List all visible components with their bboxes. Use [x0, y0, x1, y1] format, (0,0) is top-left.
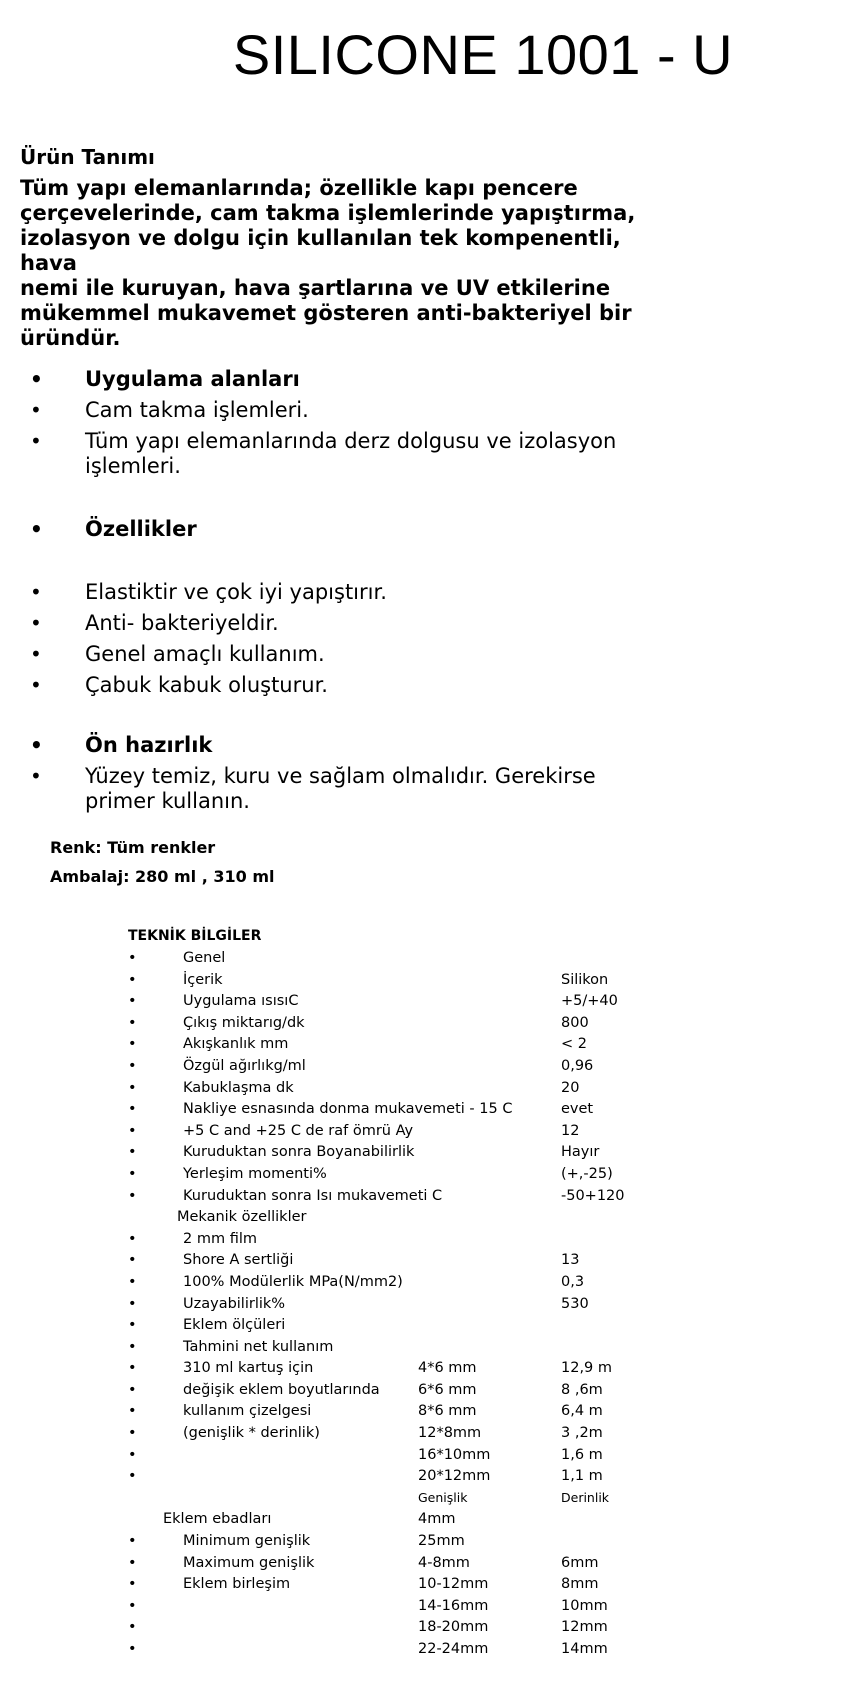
row-label: Eklem ölçüleri	[183, 1317, 286, 1334]
bullet-icon: •	[128, 1273, 137, 1290]
bullet-icon: •	[128, 1317, 137, 1334]
table-row	[128, 972, 768, 994]
row-value: 13	[561, 1252, 580, 1269]
table-row	[128, 1619, 768, 1641]
bullet-icon: •	[30, 580, 42, 604]
row-dimension: 4mm	[418, 1511, 456, 1528]
row-label: Maximum genişlik	[183, 1554, 315, 1571]
row-value: Derinlik	[561, 1489, 610, 1505]
table-row	[128, 1598, 768, 1620]
bullet-icon: •	[128, 1295, 137, 1312]
bullet-icon: •	[128, 1360, 137, 1377]
row-label: Uygulama ısısıC	[183, 993, 299, 1010]
bullet-icon: •	[128, 1014, 137, 1031]
row-dimension: 20*12mm	[418, 1468, 491, 1485]
preparation-list	[30, 733, 670, 820]
table-row	[128, 1080, 768, 1102]
bullet-icon: •	[128, 1619, 137, 1636]
bullet-icon: •	[30, 429, 42, 453]
description-line: izolasyon ve dolgu için kullanılan tek kompenentli, hava	[20, 226, 621, 275]
page-title: SILICONE 1001 - U	[232, 23, 734, 86]
row-value: 20	[561, 1079, 580, 1096]
bullet-icon: •	[30, 764, 42, 788]
row-value: 3 ,2m	[561, 1425, 603, 1442]
color-info: Renk: Tüm renkler	[50, 838, 216, 857]
bullet-icon: •	[128, 1165, 137, 1182]
list-item	[30, 611, 670, 636]
list-item-text: Çabuk kabuk oluşturur.	[85, 673, 328, 697]
list-item-text: Genel amaçlı kullanım.	[85, 642, 325, 666]
bullet-icon: •	[30, 517, 43, 541]
table-row	[128, 1123, 768, 1145]
table-row	[128, 1490, 768, 1512]
row-dimension: 10-12mm	[418, 1576, 489, 1593]
list-item	[30, 642, 670, 667]
row-value: 0,96	[561, 1057, 594, 1074]
table-row	[128, 1317, 768, 1339]
table-row	[128, 1166, 768, 1188]
table-row	[128, 950, 768, 972]
table-row	[128, 1058, 768, 1080]
row-label: Nakliye esnasında donma mukavemeti - 15 C	[183, 1101, 513, 1118]
section-heading-preparation: Ön hazırlık	[85, 733, 213, 757]
list-item	[30, 673, 670, 698]
row-label: Akışkanlık mm	[183, 1036, 289, 1053]
table-row	[128, 1015, 768, 1037]
description-line: nemi ile kuruyan, hava şartlarına ve UV etkilerine	[20, 276, 611, 300]
bullet-icon: •	[30, 673, 42, 697]
bullet-icon: •	[30, 642, 42, 666]
bullet-icon: •	[128, 1468, 137, 1485]
tech-info-table	[128, 950, 768, 1663]
row-value: 6mm	[561, 1554, 599, 1571]
row-value: +5/+40	[561, 993, 618, 1010]
description-line: çerçevelerinde, cam takma işlemlerinde yapıştırma,	[20, 201, 636, 225]
list-item	[30, 733, 670, 758]
row-label: (genişlik * derinlik)	[183, 1425, 320, 1442]
bullet-icon: •	[128, 1144, 137, 1161]
list-item-text: Anti- bakteriyeldir.	[85, 611, 279, 635]
row-value: 12mm	[561, 1619, 608, 1636]
row-label: Kuruduktan sonra Boyanabilirlik	[183, 1144, 415, 1161]
row-value: 12	[561, 1122, 580, 1139]
table-row	[128, 1231, 768, 1253]
table-row	[128, 1036, 768, 1058]
table-row	[128, 1403, 768, 1425]
row-dimension: 8*6 mm	[418, 1403, 477, 1420]
row-dimension: Genişlik	[418, 1489, 468, 1505]
row-dimension: 22-24mm	[418, 1641, 489, 1657]
bullet-icon: •	[128, 1446, 137, 1463]
table-row	[128, 1144, 768, 1166]
bullet-icon: •	[128, 1252, 137, 1269]
table-row	[128, 1274, 768, 1296]
row-value: 0,3	[561, 1273, 585, 1290]
row-label: Shore A sertliği	[183, 1252, 294, 1269]
row-value: 800	[561, 1014, 589, 1031]
application-areas-list	[30, 367, 670, 485]
row-label: Kabuklaşma dk	[183, 1079, 294, 1096]
bullet-icon: •	[30, 611, 42, 635]
bullet-icon: •	[128, 1230, 137, 1247]
row-dimension: 18-20mm	[418, 1619, 489, 1636]
description-line: üründür.	[20, 326, 121, 350]
row-value: 1,1 m	[561, 1468, 603, 1485]
bullet-icon: •	[128, 1338, 137, 1355]
list-item-text: Cam takma işlemleri.	[85, 398, 309, 422]
row-label: 100% Modülerlik MPa(N/mm2)	[183, 1273, 403, 1290]
table-row	[128, 1425, 768, 1447]
description-line: Tüm yapı elemanlarında; özellikle kapı pencere	[20, 176, 578, 200]
table-row	[128, 1382, 768, 1404]
list-item	[30, 517, 670, 542]
row-value: 8 ,6m	[561, 1381, 603, 1398]
features-heading-list	[30, 517, 670, 548]
row-value: 14mm	[561, 1641, 608, 1657]
table-row	[128, 1101, 768, 1123]
row-dimension: 4*6 mm	[418, 1360, 477, 1377]
row-value: 8mm	[561, 1576, 599, 1593]
row-dimension: 12*8mm	[418, 1425, 482, 1442]
row-value: 1,6 m	[561, 1446, 603, 1463]
row-value: 10mm	[561, 1597, 608, 1614]
table-row	[128, 1209, 768, 1231]
row-label: Eklem birleşim	[183, 1576, 291, 1593]
bullet-icon: •	[128, 993, 137, 1010]
table-row	[128, 1533, 768, 1555]
row-label: 2 mm film	[183, 1230, 257, 1247]
row-label: Tahmini net kullanım	[183, 1338, 334, 1355]
row-label: +5 C and +25 C de raf ömrü Ay	[183, 1122, 414, 1139]
table-row	[128, 1511, 768, 1533]
row-label: Uzayabilirlik%	[183, 1295, 286, 1312]
row-label: Yerleşim momenti%	[183, 1165, 327, 1182]
bullet-icon: •	[128, 1079, 137, 1096]
bullet-icon: •	[128, 950, 137, 966]
bullet-icon: •	[128, 1036, 137, 1053]
row-label: değişik eklem boyutlarında	[183, 1381, 380, 1398]
table-row	[128, 1447, 768, 1469]
row-label: Özgül ağırlıkg/ml	[183, 1057, 306, 1074]
row-dimension: 4-8mm	[418, 1554, 470, 1571]
description-heading: Ürün Tanımı	[20, 145, 155, 169]
row-label: Genel	[183, 950, 226, 966]
bullet-icon: •	[128, 1554, 137, 1571]
bullet-icon: •	[128, 1403, 137, 1420]
row-dimension: 16*10mm	[418, 1446, 491, 1463]
bullet-icon: •	[128, 1425, 137, 1442]
bullet-icon: •	[128, 1187, 137, 1204]
bullet-icon: •	[128, 1381, 137, 1398]
bullet-icon: •	[128, 1641, 137, 1657]
row-value: 530	[561, 1295, 589, 1312]
bullet-icon: •	[128, 1576, 137, 1593]
features-list	[30, 580, 670, 704]
table-row	[128, 1641, 768, 1663]
bullet-icon: •	[128, 1597, 137, 1614]
row-value: Silikon	[561, 971, 609, 988]
bullet-icon: •	[128, 1101, 137, 1118]
bullet-icon: •	[128, 1122, 137, 1139]
row-value: Hayır	[561, 1144, 600, 1161]
row-value: (+,-25)	[561, 1165, 613, 1182]
row-label: 310 ml kartuş için	[183, 1360, 314, 1377]
list-item	[30, 367, 670, 392]
table-row	[128, 1360, 768, 1382]
section-heading-application: Uygulama alanları	[85, 367, 300, 391]
description-body	[20, 176, 680, 351]
row-label: kullanım çizelgesi	[183, 1403, 312, 1420]
table-row	[128, 1252, 768, 1274]
packaging-info: Ambalaj: 280 ml , 310 ml	[50, 867, 275, 886]
bullet-icon: •	[128, 1533, 137, 1550]
row-label: Eklem ebadları	[163, 1511, 272, 1528]
list-item	[30, 398, 670, 423]
row-dimension: 6*6 mm	[418, 1381, 477, 1398]
table-row	[128, 1576, 768, 1598]
bullet-icon: •	[30, 398, 42, 422]
row-label: Kuruduktan sonra Isı mukavemeti C	[183, 1187, 443, 1204]
row-value: < 2	[561, 1036, 587, 1053]
table-row	[128, 993, 768, 1015]
table-row	[128, 1339, 768, 1361]
list-item-text: Tüm yapı elemanlarında derz dolgusu ve izolasyon işlemleri.	[85, 429, 617, 478]
row-value: 12,9 m	[561, 1360, 613, 1377]
section-heading-features: Özellikler	[85, 517, 197, 541]
row-value: 6,4 m	[561, 1403, 603, 1420]
bullet-icon: •	[128, 1057, 137, 1074]
row-label: Çıkış miktarıg/dk	[183, 1014, 305, 1031]
list-item	[30, 764, 645, 814]
bullet-icon: •	[30, 733, 43, 757]
bullet-icon: •	[30, 367, 43, 391]
row-label: İçerik	[183, 971, 223, 988]
table-row	[128, 1555, 768, 1577]
row-value: -50+120	[561, 1187, 625, 1204]
row-dimension: 14-16mm	[418, 1597, 489, 1614]
table-row	[128, 1296, 768, 1318]
table-row	[128, 1468, 768, 1490]
list-item-text: Yüzey temiz, kuru ve sağlam olmalıdır. Gerekirse primer kullanın.	[85, 764, 596, 813]
description-line: mükemmel mukavemet gösteren anti-bakteriyel bir	[20, 301, 632, 325]
table-row	[128, 1188, 768, 1210]
row-value: evet	[561, 1101, 594, 1118]
row-dimension: 25mm	[418, 1533, 465, 1550]
row-label: Mekanik özellikler	[177, 1209, 307, 1226]
tech-info-title: TEKNİK BİLGİLER	[128, 928, 262, 944]
row-label: Minimum genişlik	[183, 1533, 311, 1550]
list-item	[30, 429, 665, 479]
list-item	[30, 580, 670, 605]
bullet-icon: •	[128, 971, 137, 988]
list-item-text: Elastiktir ve çok iyi yapıştırır.	[85, 580, 387, 604]
